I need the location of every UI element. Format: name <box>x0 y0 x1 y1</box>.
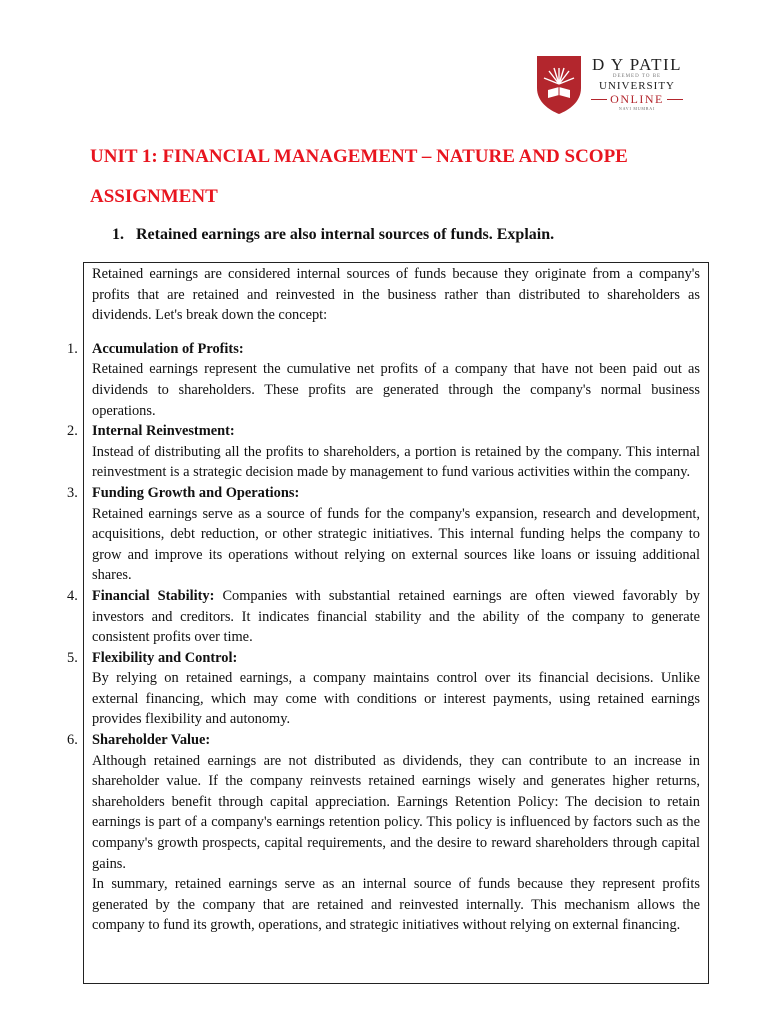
list-item-number: 4. <box>67 587 78 604</box>
list-item <box>67 339 700 421</box>
logo-rule-left <box>591 99 607 100</box>
logo-online: ONLINE <box>610 92 664 106</box>
logo-university: UNIVERSITY <box>599 80 675 92</box>
question-number: 1. <box>112 226 124 243</box>
list-item-body: Instead of distributing all the profits to shareholders, a portion is retained by the company. This internal reinvestment is a strategic decision made by management to fund various activities within the company. <box>92 443 700 481</box>
answer-content <box>67 264 700 936</box>
question-text: Retained earnings are also internal sources of funds. Explain. <box>136 226 555 243</box>
list-item-body: Companies with substantial retained earnings are often viewed favorably by investors and creditors. It indicates financial stability and the ability of the company to generate consistent profits over time. <box>92 587 700 646</box>
answer-intro: Retained earnings are considered internal sources of funds because they originate from a company's profits that are retained and reinvested in the business rather than distributed to shareholders as dividends. Let's break down the concept: <box>92 266 700 324</box>
list-item-inline <box>92 586 700 648</box>
logo-wordmark <box>589 56 685 112</box>
list-item <box>67 586 700 648</box>
list-item-number: 5. <box>67 649 78 666</box>
list-item-heading: Financial Stability: <box>92 587 215 604</box>
list-item-body: Retained earnings serve as a source of funds for the company's expansion, research and development, acquisitions, debt reduction, or other strategic initiatives. This internal funding helps the company to grow and improve its operations without relying on external sources like loans or issuing additional shares. <box>92 505 700 584</box>
list-item-heading: Accumulation of Profits: <box>92 340 244 357</box>
list-item <box>67 730 700 874</box>
list-item <box>67 648 700 730</box>
shield-crest-icon <box>535 54 583 116</box>
list-item-body: By relying on retained earnings, a company maintains control over its financial decisions. Unlike external financing, which may come with conditions or interest payments, using retained earnings provides flexibility and autonomy. <box>92 670 700 728</box>
logo-deemed: DEEMED TO BE <box>612 74 662 79</box>
list-item-heading: Funding Growth and Operations: <box>92 484 300 501</box>
question-1 <box>112 226 554 244</box>
logo-city: NAVI MUMBAI <box>618 106 656 111</box>
list-item <box>67 421 700 483</box>
list-item-number: 6. <box>67 732 78 749</box>
list-item-body: Although retained earnings are not distributed as dividends, they can contribute to an increase in shareholder value. If the company reinvests retained earnings wisely and generates higher returns, shareholders benefit through capital appreciation. Earnings Retention Policy: The decision to retain earnings is part of a company's earnings retention policy. This policy is influenced by factors such as the company's growth prospects, capital requirements, and the desire to reward shareholders through capital gains. <box>92 752 700 872</box>
answer-summary: In summary, retained earnings serve as an internal source of funds because they represent profits generated by the company that are retained and reinvested internally. This mechanism allows the company to fund its growth, operations, and strategic initiatives without relying on external financing. <box>92 876 700 934</box>
list-item-heading: Shareholder Value: <box>92 732 211 749</box>
logo-rule-right <box>667 99 683 100</box>
logo-name: D Y PATIL <box>591 55 682 74</box>
list-item-number: 2. <box>67 423 78 440</box>
list-item <box>67 483 700 586</box>
assignment-heading: ASSIGNMENT <box>90 186 218 207</box>
list-item-heading: Internal Reinvestment: <box>92 423 235 440</box>
university-logo <box>523 48 691 128</box>
unit-title: UNIT 1: FINANCIAL MANAGEMENT – NATURE AND SCOPE <box>90 146 628 167</box>
list-item-number: 1. <box>67 340 78 357</box>
list-item-number: 3. <box>67 484 78 501</box>
list-item-body: Retained earnings represent the cumulative net profits of a company that have not been paid out as dividends to shareholders. These profits are generated through the company's normal business operations. <box>92 361 700 419</box>
list-item-heading: Flexibility and Control: <box>92 649 238 666</box>
logo-online-row <box>589 92 685 106</box>
